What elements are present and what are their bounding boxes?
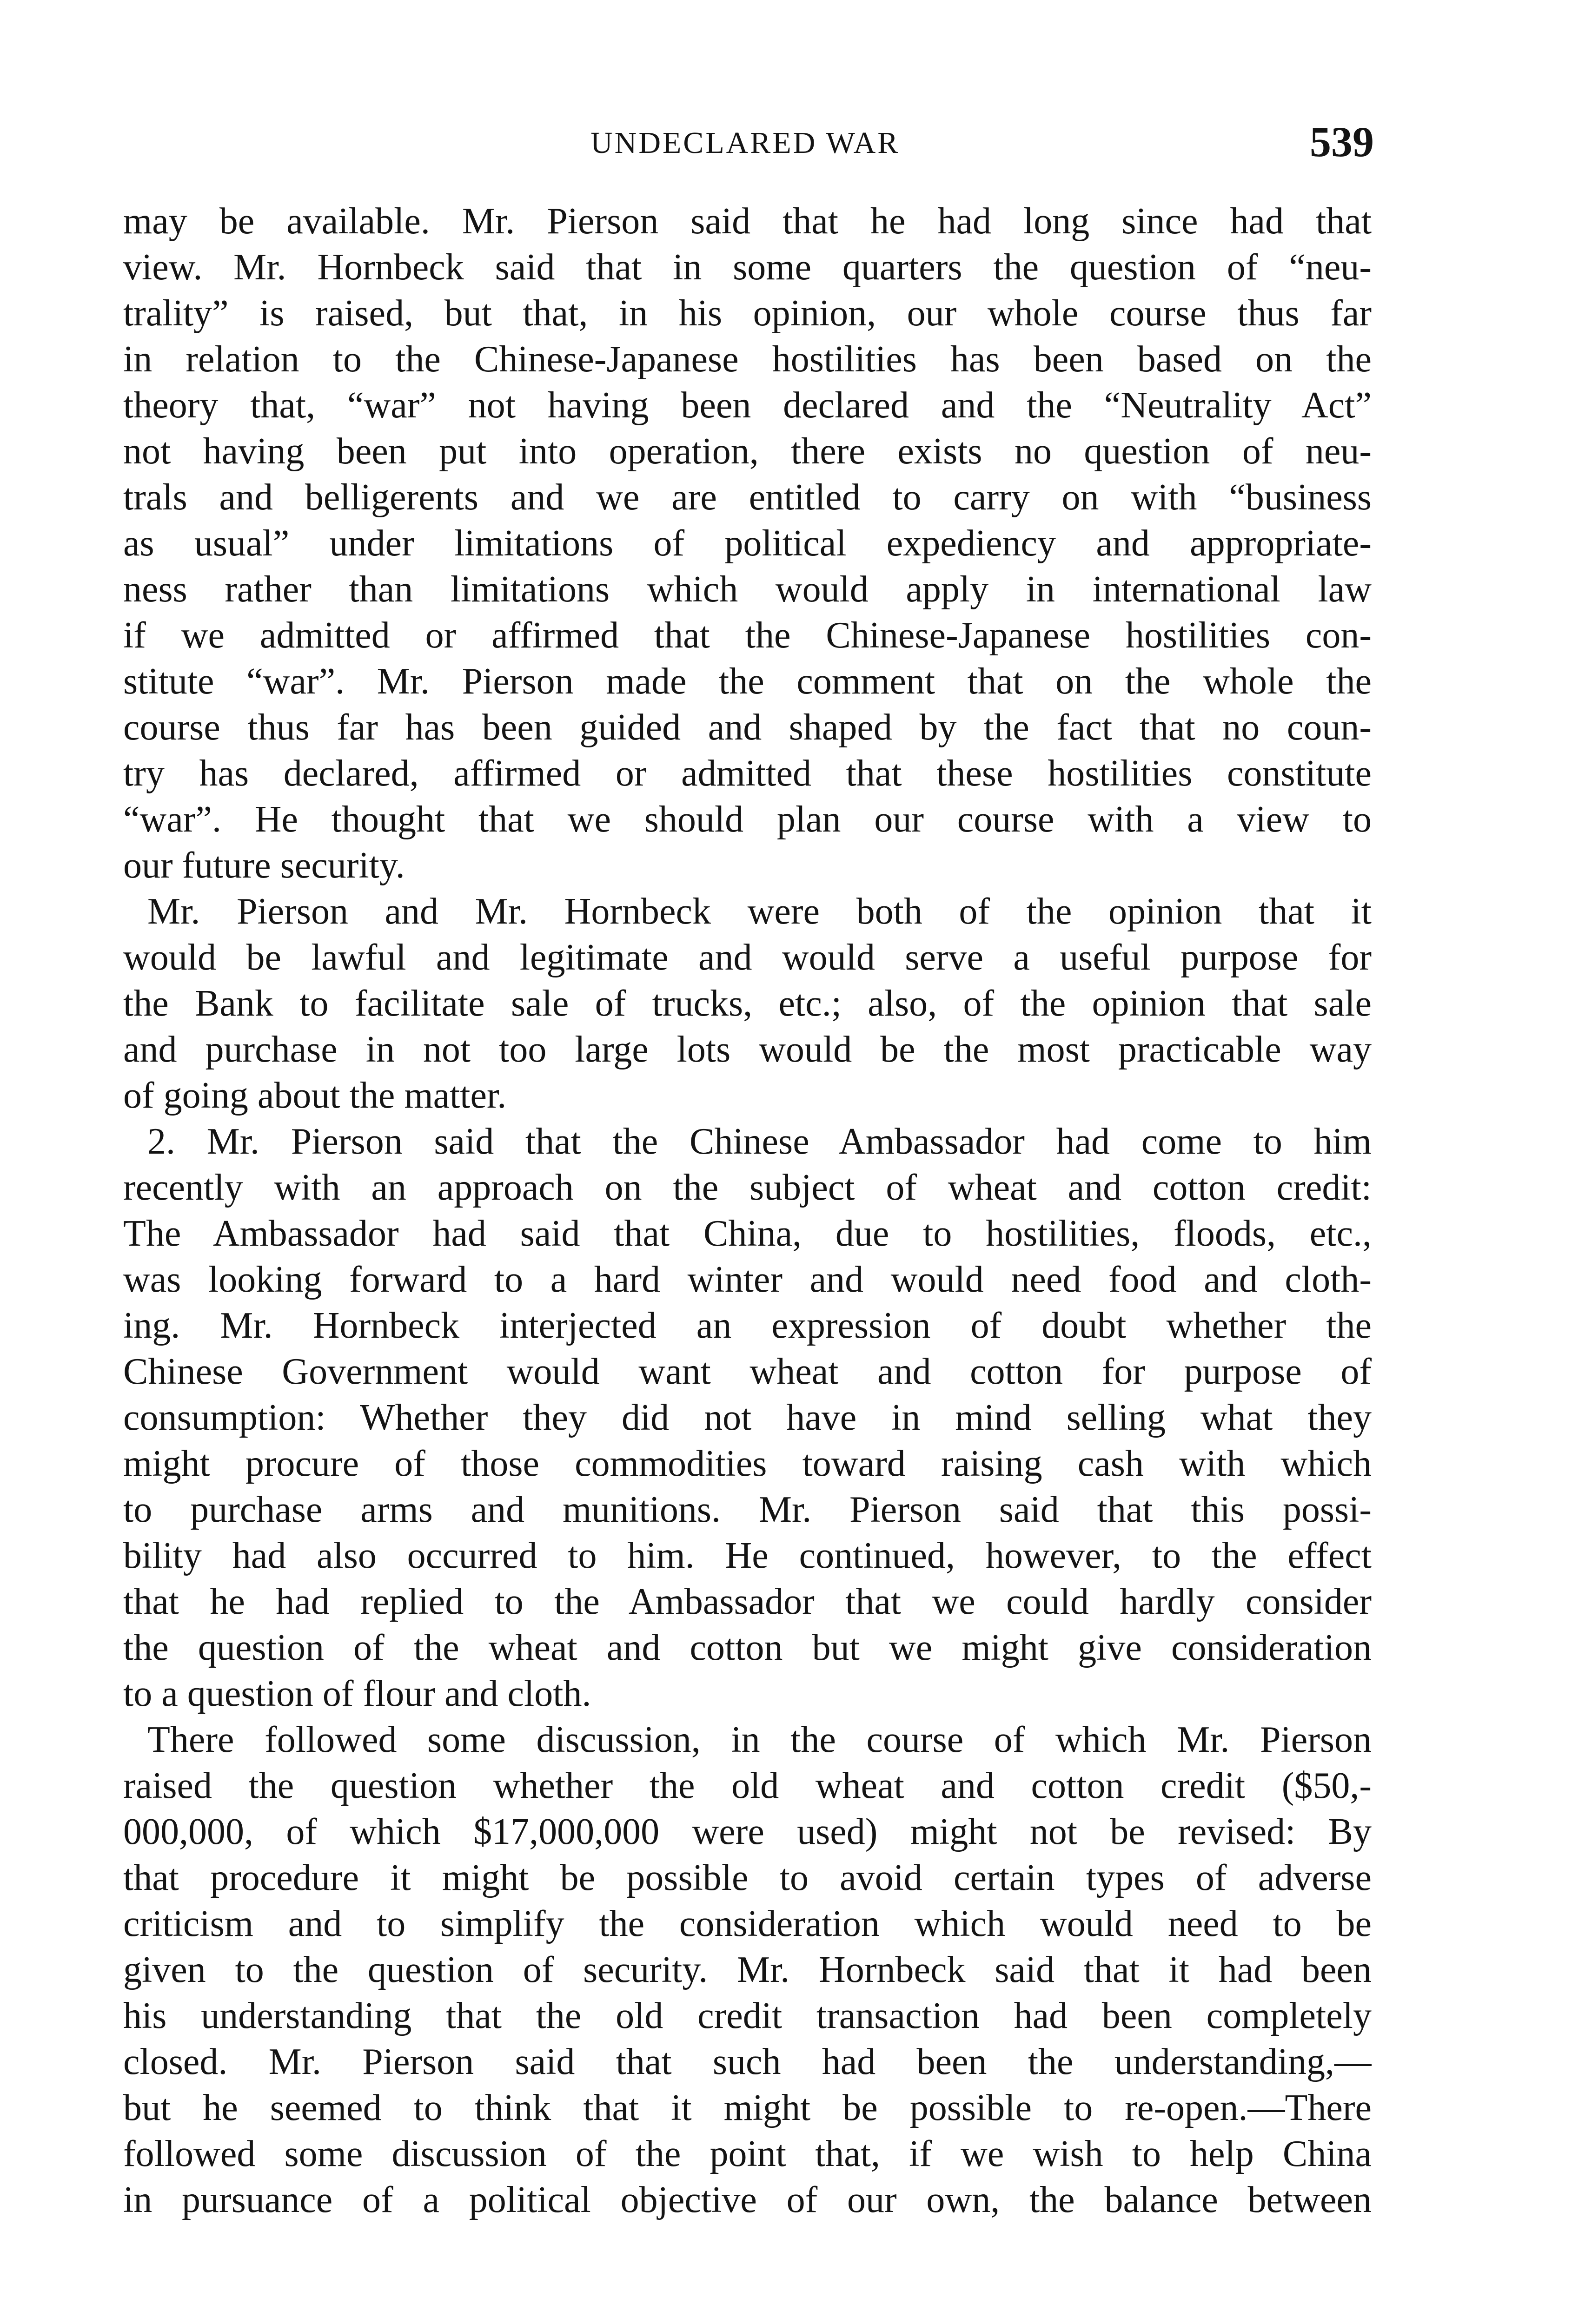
text-line: as usual” under limitations of political expediency and appropriate- bbox=[123, 523, 1372, 564]
text-line: view. Mr. Hornbeck said that in some quarters the question of “neu- bbox=[123, 247, 1372, 288]
text-line: was looking forward to a hard winter and would need food and cloth- bbox=[123, 1259, 1372, 1300]
page-number: 539 bbox=[1310, 118, 1374, 165]
text-line: theory that, “war” not having been declared and the “Neutrality Act” bbox=[123, 385, 1372, 426]
text-line: ing. Mr. Hornbeck interjected an expression of doubt whether the bbox=[123, 1305, 1372, 1346]
body-text bbox=[123, 198, 1372, 2223]
text-line: 000,000, of which $17,000,000 were used) might not be revised: By bbox=[123, 1811, 1372, 1852]
text-line: his understanding that the old credit transaction had been completely bbox=[123, 1995, 1372, 2036]
paragraph-first-line: Mr. Pierson and Mr. Hornbeck were both of the opinion that it bbox=[147, 891, 1372, 932]
text-line: recently with an approach on the subject of wheat and cotton credit: bbox=[123, 1167, 1372, 1208]
text-line: trals and belligerents and we are entitled to carry on with “business bbox=[123, 477, 1372, 518]
paragraph-first-line: There followed some discussion, in the course of which Mr. Pierson bbox=[147, 1719, 1372, 1760]
text-line: to purchase arms and munitions. Mr. Pierson said that this possi- bbox=[123, 1489, 1372, 1530]
text-line: the question of the wheat and cotton but we might give consideration bbox=[123, 1627, 1372, 1668]
text-line: but he seemed to think that it might be possible to re-open.—There bbox=[123, 2087, 1372, 2128]
text-line: given to the question of security. Mr. Hornbeck said that it had been bbox=[123, 1949, 1372, 1990]
text-line: and purchase in not too large lots would be the most practicable way bbox=[123, 1029, 1372, 1070]
text-line: “war”. He thought that we should plan our course with a view to bbox=[123, 799, 1372, 840]
text-line: Chinese Government would want wheat and cotton for purpose of bbox=[123, 1351, 1372, 1392]
text-line: in pursuance of a political objective of our own, the balance between bbox=[123, 2179, 1372, 2220]
text-line: in relation to the Chinese-Japanese hostilities has been based on the bbox=[123, 339, 1372, 380]
text-line: the Bank to facilitate sale of trucks, etc.; also, of the opinion that sale bbox=[123, 983, 1372, 1024]
text-line: course thus far has been guided and shaped by the fact that no coun- bbox=[123, 707, 1372, 748]
text-line: The Ambassador had said that China, due to hostilities, floods, etc., bbox=[123, 1213, 1372, 1254]
text-line: if we admitted or affirmed that the Chinese-Japanese hostilities con- bbox=[123, 615, 1372, 656]
text-line: ness rather than limitations which would apply in international law bbox=[123, 569, 1372, 610]
text-line: trality” is raised, but that, in his opinion, our whole course thus far bbox=[123, 293, 1372, 334]
text-line: raised the question whether the old wheat and cotton credit ($50,- bbox=[123, 1765, 1372, 1806]
text-line: our future security. bbox=[123, 845, 405, 886]
text-line: might procure of those commodities toward raising cash with which bbox=[123, 1443, 1372, 1484]
text-line: to a question of flour and cloth. bbox=[123, 1673, 591, 1714]
text-line: bility had also occurred to him. He continued, however, to the effect bbox=[123, 1535, 1372, 1576]
running-title: UNDECLARED WAR bbox=[590, 126, 900, 160]
text-line: followed some discussion of the point that, if we wish to help China bbox=[123, 2133, 1372, 2174]
text-line: that procedure it might be possible to avoid certain types of adverse bbox=[123, 1857, 1372, 1898]
text-line: stitute “war”. Mr. Pierson made the comment that on the whole the bbox=[123, 661, 1372, 702]
text-line: try has declared, affirmed or admitted that these hostilities constitute bbox=[123, 753, 1372, 794]
text-line: closed. Mr. Pierson said that such had been the understanding,— bbox=[123, 2041, 1372, 2082]
text-line: would be lawful and legitimate and would serve a useful purpose for bbox=[123, 937, 1372, 978]
text-line: that he had replied to the Ambassador that we could hardly consider bbox=[123, 1581, 1372, 1622]
text-line: of going about the matter. bbox=[123, 1075, 507, 1116]
text-line: consumption: Whether they did not have in mind selling what they bbox=[123, 1397, 1372, 1438]
text-line: may be available. Mr. Pierson said that he had long since had that bbox=[123, 201, 1372, 242]
paragraph-first-line: 2. Mr. Pierson said that the Chinese Ambassador had come to him bbox=[147, 1121, 1372, 1162]
text-line: criticism and to simplify the consideration which would need to be bbox=[123, 1903, 1372, 1944]
text-line: not having been put into operation, there exists no question of neu- bbox=[123, 431, 1372, 472]
